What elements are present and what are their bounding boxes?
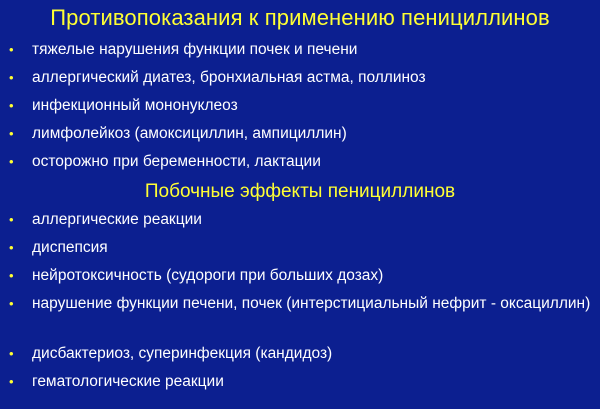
slide-title: Противопоказания к применению пенициллинов	[50, 5, 550, 30]
contraindications-list	[0, 40, 600, 180]
list-item	[0, 124, 600, 152]
bullet-icon: •	[9, 70, 14, 85]
list-item-text: дисбактериоз, суперинфекция (кандидоз)	[32, 345, 333, 362]
bullet-icon: •	[9, 212, 14, 227]
bullet-icon: •	[9, 268, 14, 283]
list-item-text: осторожно при беременности, лактации	[32, 153, 321, 170]
list-item	[0, 68, 600, 96]
bullet-icon: •	[9, 42, 14, 57]
list-item	[0, 152, 600, 180]
list-item-text: нейротоксичность (судороги при больших дозах)	[32, 267, 384, 284]
list-item	[0, 210, 600, 238]
list-item-text: гематологические реакции	[32, 373, 224, 390]
side-effects-list	[0, 210, 600, 400]
list-item	[0, 266, 600, 294]
section-subtitle: Побочные эффекты пенициллинов	[144, 181, 456, 202]
bullet-icon: •	[9, 154, 14, 169]
list-item	[0, 238, 600, 266]
bullet-icon: •	[9, 98, 14, 113]
bullet-icon: •	[9, 346, 14, 361]
list-item	[0, 40, 600, 68]
list-item-text: нарушение функции печени, почек (интерстициальный нефрит - оксациллин)	[32, 295, 591, 312]
bullet-icon: •	[9, 374, 14, 389]
bullet-icon: •	[9, 296, 14, 311]
list-item	[0, 294, 600, 344]
list-item-text: лимфолейкоз (амоксициллин, ампициллин)	[32, 125, 347, 142]
list-item-text: инфекционный мононуклеоз	[32, 97, 238, 114]
list-item	[0, 372, 600, 400]
list-item-text: тяжелые нарушения функции почек и печени	[32, 41, 358, 58]
bullet-icon: •	[9, 126, 14, 141]
list-item	[0, 96, 600, 124]
list-item-text: диспепсия	[32, 239, 108, 256]
list-item-text: аллергический диатез, бронхиальная астма, поллиноз	[32, 69, 426, 86]
list-item-text: аллергические реакции	[32, 211, 202, 228]
bullet-icon: •	[9, 240, 14, 255]
list-item	[0, 344, 600, 372]
